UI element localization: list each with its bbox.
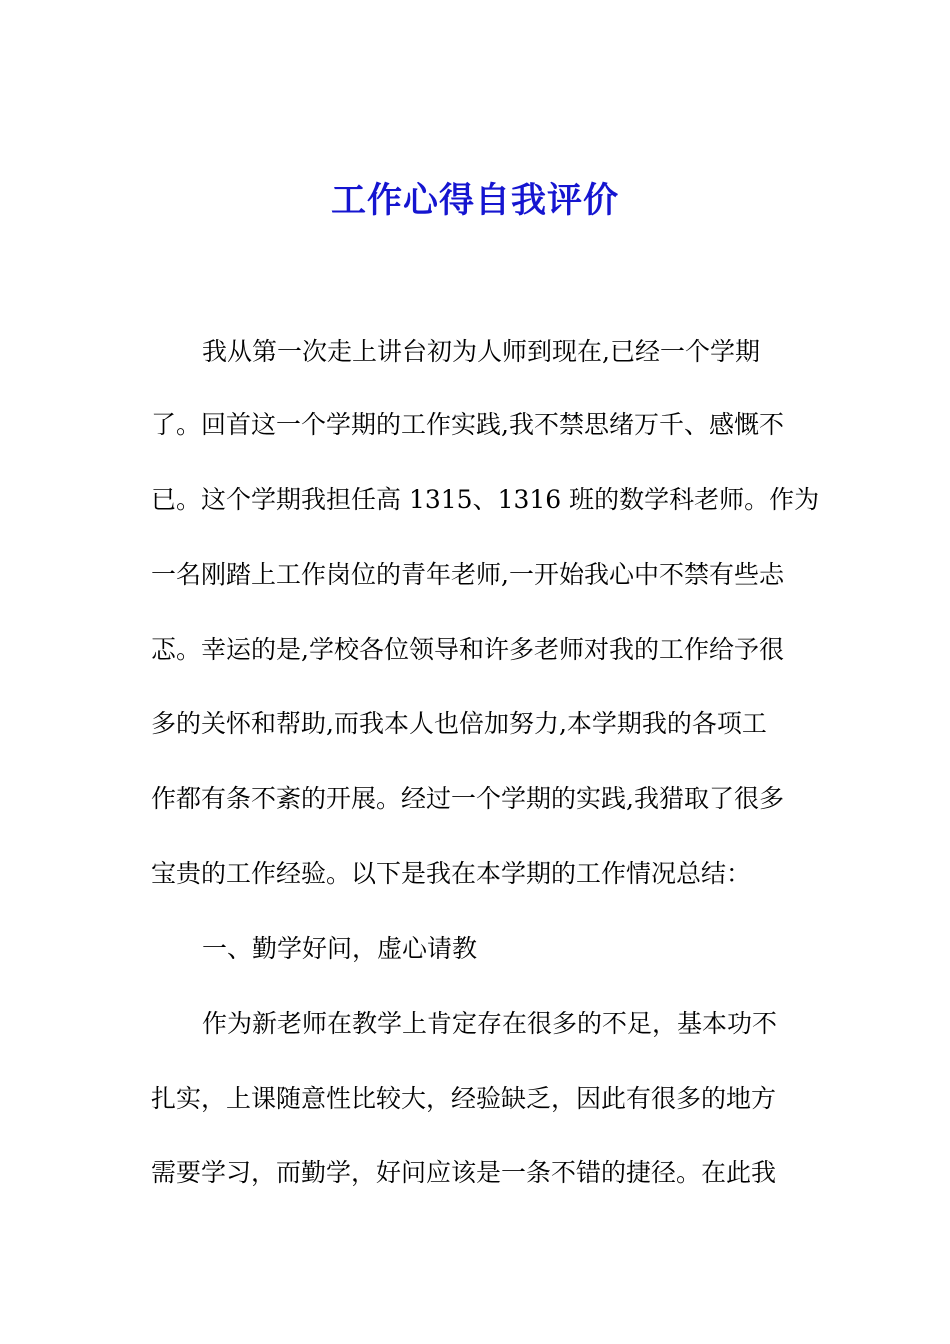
paragraph-line: 作都有条不紊的开展。经过一个学期的实践,我猎取了很多 — [151, 784, 784, 813]
paragraph-line: 了。回首这一个学期的工作实践,我不禁思绪万千、感慨不 — [151, 410, 784, 439]
paragraph-line: 我从第一次走上讲台初为人师到现在,已经一个学期 — [202, 337, 760, 366]
paragraph-line: 已。这个学期我担任高 1315、1316 班的数学科老师。作为 — [151, 485, 820, 514]
paragraph-line: 扎实，上课随意性比较大，经验缺乏，因此有很多的地方 — [151, 1084, 777, 1113]
paragraph-line: 一名刚踏上工作岗位的青年老师,一开始我心中不禁有些忐 — [151, 560, 784, 589]
paragraph-line: 忑。幸运的是,学校各位领导和许多老师对我的工作给予很 — [151, 635, 784, 664]
paragraph-line: 作为新老师在教学上肯定存在很多的不足，基本功不 — [202, 1009, 778, 1038]
section-heading: 一、勤学好问，虚心请教 — [202, 934, 478, 963]
paragraph-line: 需要学习，而勤学，好问应该是一条不错的捷径。在此我 — [151, 1158, 777, 1187]
document-title: 工作心得自我评价 — [330, 181, 619, 221]
paragraph-line: 宝贵的工作经验。以下是我在本学期的工作情况总结： — [151, 859, 752, 888]
paragraph-line: 多的关怀和帮助,而我本人也倍加努力,本学期我的各项工 — [151, 709, 767, 738]
